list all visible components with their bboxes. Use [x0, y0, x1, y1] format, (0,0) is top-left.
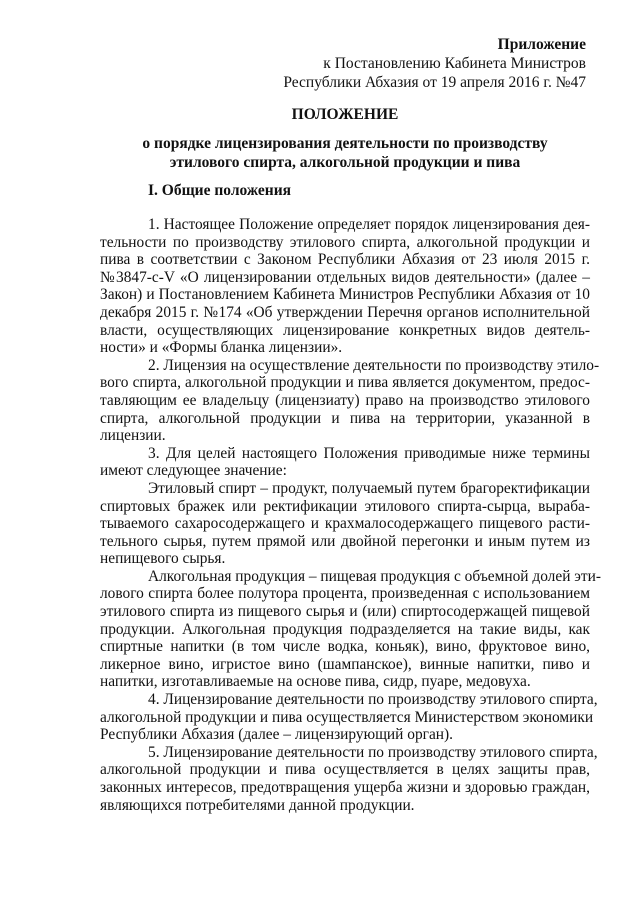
paragraph-line: тельного сырья, путем прямой или двойной перегонки и иным путем из: [100, 532, 590, 550]
paragraph: [100, 445, 590, 480]
paragraph-line: пива в соответствии с Законом Республики Абхазия от 23 июля 2015 г.: [100, 251, 590, 269]
paragraph: [100, 567, 601, 691]
paragraph-line: декабря 2015 г. №174 «Об утверждении Перечня органов исполнительной: [100, 303, 590, 321]
document-subtitle: [0, 134, 640, 172]
subtitle-line-1: о порядке лицензирования деятельности по производству: [142, 135, 548, 152]
paragraph-line: алкогольной продукции и пива осуществляется в целях защиты прав,: [100, 761, 590, 779]
paragraph-line: вого спирта, алкогольной продукции и пива является документом, предос-: [100, 374, 590, 392]
paragraph: [100, 356, 600, 445]
paragraph-line: спирта, алкогольной продукции и пива на территории, указанной в: [100, 409, 590, 427]
paragraph-line: непищевого сырья.: [100, 550, 226, 568]
paragraph-line: 1. Настоящее Положение определяет порядок лицензирования дея-: [148, 216, 590, 233]
paragraph-line: власти, осуществляющих лицензирование конкретных видов деятель-: [100, 321, 590, 339]
paragraph-line: законных интересов, предотвращения ущерба жизни и здоровью граждан,: [100, 779, 590, 796]
paragraph: [100, 691, 598, 744]
document-title: ПОЛОЖЕНИЕ: [291, 106, 399, 123]
document-body: [100, 216, 601, 814]
paragraph-line: спиртные напитки (в том числе водка, коньяк), вино, фруктовое вино,: [100, 638, 590, 656]
paragraph-line: 4. Лицензирование деятельности по производству этилового спирта,: [148, 691, 598, 709]
paragraph-line: этилового спирта из пищевого сырья и (или) спиртосодержащей пищевой: [100, 603, 590, 621]
paragraph-line: имеют следующее значение:: [100, 462, 287, 480]
subtitle-line-2: этилового спирта, алкогольной продукции и пива: [169, 154, 521, 171]
appendix-line-1: к Постановлению Кабинета Министров: [323, 55, 586, 72]
paragraph-line: тельности по производству этилового спирта, алкогольной продукции и: [100, 233, 590, 251]
paragraph-line: алкогольной продукции и пива осуществляется Министерством экономики: [100, 708, 594, 726]
paragraph-line: продукции. Алкогольная продукция подразделяется на такие виды, как: [100, 620, 590, 638]
paragraph-line: ликерное вино, игристое вино (шампанское), винные напитки, пиво и: [100, 655, 590, 673]
paragraph: [100, 743, 598, 814]
paragraph: [100, 480, 590, 568]
paragraph-line: 5. Лицензирование деятельности по производству этилового спирта,: [148, 743, 598, 761]
appendix-label: Приложение: [497, 36, 586, 53]
paragraph-line: лового спирта более полутора процента, произведенная с использованием: [100, 585, 590, 603]
paragraph-line: №3847-с-V «О лицензировании отдельных видов деятельности» (далее –: [100, 268, 590, 286]
appendix-line-2: Республики Абхазия от 19 апреля 2016 г. №47: [283, 74, 586, 91]
paragraph: [100, 216, 590, 357]
paragraph-line: Этиловый спирт – продукт, получаемый путем брагоректификации: [148, 479, 590, 497]
paragraph-line: 2. Лицензия на осуществление деятельности по производству этило-: [148, 356, 600, 374]
paragraph-line: являющихся потребителями данной продукции.: [100, 796, 415, 814]
paragraph-line: тавляющим ее владельцу (лицензиату) право на производство этилового: [100, 391, 590, 409]
appendix-header: [283, 35, 586, 92]
paragraph-line: 3. Для целей настоящего Положения приводимые ниже термины: [148, 444, 590, 462]
paragraph-line: Алкогольная продукция – пищевая продукция с объемной долей эти-: [148, 567, 601, 585]
section-heading: I. Общие положения: [148, 182, 292, 199]
paragraph-line: лицензии.: [100, 427, 166, 445]
paragraph-line: Республики Абхазия (далее – лицензирующий орган).: [100, 726, 453, 744]
paragraph-line: Закон) и Постановлением Кабинета Министров Республики Абхазия от 10: [100, 286, 590, 304]
paragraph-line: тываемого сахаросодержащего и крахмалосодержащего пищевого расти-: [100, 515, 590, 533]
paragraph-line: спиртовых бражек или ректификации этилового спирта-сырца, выраба-: [100, 497, 590, 515]
paragraph-line: ности» и «Формы бланка лицензии».: [100, 339, 343, 357]
paragraph-line: напитки, изготавливаемые на основе пива, сидр, пуаре, медовуха.: [100, 673, 531, 691]
